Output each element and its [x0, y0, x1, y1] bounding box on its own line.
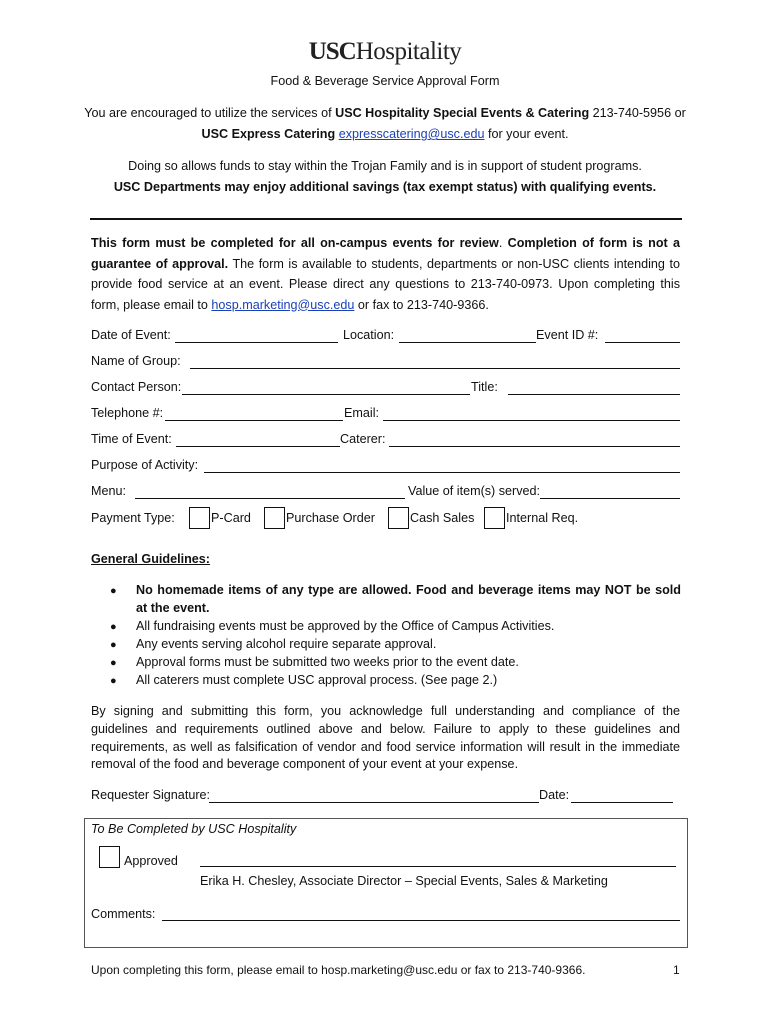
- guidelines-heading: General Guidelines:: [91, 552, 210, 566]
- title-label: Title:: [471, 380, 498, 394]
- payment-type-label: Payment Type:: [91, 511, 175, 525]
- cash-sales-label: Cash Sales: [410, 511, 475, 525]
- menu-label: Menu:: [91, 484, 127, 498]
- value-label: Value of item(s) served:: [408, 484, 541, 498]
- express-catering-email-link[interactable]: expresscatering@usc.edu: [338, 127, 485, 141]
- title-field[interactable]: [508, 394, 680, 395]
- time-field[interactable]: [176, 446, 340, 447]
- logo-hospitality: Hospitality: [355, 38, 462, 65]
- notice-text: The form is available to students, departments or non-USC clients intending to provide food service at an event. Please direct any questions to 213-740-0973. Upon completing this form, please email to: [91, 256, 680, 312]
- guideline-item: No homemade items of any type are allowed. Food and beverage items may NOT be sold at the event.: [136, 583, 681, 615]
- location-field[interactable]: [399, 342, 536, 343]
- purchase-order-checkbox[interactable]: [264, 507, 285, 529]
- bullet-icon: ●: [110, 657, 117, 669]
- purpose-label: Purpose of Activity:: [91, 458, 199, 472]
- location-label: Location:: [343, 328, 395, 342]
- comments-field[interactable]: [162, 920, 680, 921]
- intro-line-1: [0, 106, 770, 120]
- intro-phone: 213-740-5956 or: [589, 106, 686, 120]
- intro-line-2: [0, 127, 770, 141]
- telephone-field[interactable]: [165, 420, 343, 421]
- cash-sales-checkbox[interactable]: [388, 507, 409, 529]
- guideline-item: All caterers must complete USC approval process. (See page 2.): [136, 673, 498, 687]
- approval-signature-field[interactable]: [200, 866, 676, 867]
- internal-req-label: Internal Req.: [506, 511, 579, 525]
- contact-label: Contact Person:: [91, 380, 182, 394]
- notice-bold-b: Completion of form is not a guarantee of approval.: [91, 236, 680, 271]
- menu-field[interactable]: [135, 498, 405, 499]
- hosp-marketing-email-link[interactable]: hosp.marketing@usc.edu: [211, 297, 355, 312]
- logo-usc: USC: [308, 38, 356, 65]
- footer-text: Upon completing this form, please email to hosp.marketing@usc.edu or fax to 213-740-9366.: [91, 963, 586, 977]
- form-title: Food & Beverage Service Approval Form: [270, 74, 500, 88]
- email-label: Email:: [344, 406, 379, 420]
- event-id-field[interactable]: [605, 342, 680, 343]
- bullet-icon: ●: [110, 675, 117, 687]
- email-field[interactable]: [383, 420, 680, 421]
- time-label: Time of Event:: [91, 432, 172, 446]
- guideline-item: All fundraising events must be approved by the Office of Campus Activities.: [136, 619, 555, 633]
- guideline-item: Any events serving alcohol require separate approval.: [136, 637, 437, 651]
- caterer-field[interactable]: [389, 446, 680, 447]
- approver-name: Erika H. Chesley, Associate Director – Special Events, Sales & Marketing: [200, 874, 608, 888]
- divider: [90, 218, 682, 220]
- intro-express-catering: USC Express Catering: [201, 127, 336, 141]
- hospitality-box-heading: To Be Completed by USC Hospitality: [91, 822, 297, 836]
- intro-line-2-tail: for your event.: [484, 127, 569, 141]
- signature-date-label: Date:: [539, 788, 570, 802]
- purpose-field[interactable]: [204, 472, 680, 473]
- group-field[interactable]: [190, 368, 680, 369]
- value-field[interactable]: [540, 498, 680, 499]
- purchase-order-label: Purchase Order: [286, 511, 375, 525]
- comments-label: Comments:: [91, 907, 156, 921]
- p-card-label: P-Card: [211, 511, 251, 525]
- notice-tail: or fax to 213-740-9366.: [354, 297, 489, 312]
- contact-field[interactable]: [182, 394, 470, 395]
- date-field[interactable]: [175, 342, 338, 343]
- intro-line-4: [0, 180, 770, 194]
- acknowledgement-paragraph: By signing and submitting this form, you acknowledge full understanding and compliance of the guidelines and requirements outlined above and below. Failure to apply to these guidelines and requirements, as well as falsification of vendor and food service information will result in the immediate removal of the food and beverage component of your event at your expense.: [91, 704, 680, 772]
- internal-req-checkbox[interactable]: [484, 507, 505, 529]
- intro-line-3: Doing so allows funds to stay within the Trojan Family and is in support of student programs.: [128, 159, 642, 173]
- notice-paragraph: [91, 233, 680, 315]
- group-label: Name of Group:: [91, 354, 181, 368]
- approved-label: Approved: [124, 854, 178, 868]
- requester-signature-field[interactable]: [209, 802, 539, 803]
- page-number: 1: [673, 963, 680, 977]
- usc-hospitality-logo: [0, 38, 770, 66]
- bullet-icon: ●: [110, 585, 117, 597]
- signature-date-field[interactable]: [571, 802, 673, 803]
- bullet-icon: ●: [110, 621, 117, 633]
- approved-checkbox[interactable]: [99, 846, 120, 868]
- date-label: Date of Event:: [91, 328, 171, 342]
- bullet-icon: ●: [110, 639, 117, 651]
- intro-savings: USC Departments may enjoy additional savings (tax exempt status) with qualifying events.: [113, 180, 657, 194]
- notice-bold-a: This form must be completed for all on-campus events for review: [91, 236, 499, 250]
- intro-text: You are encouraged to utilize the services of: [84, 106, 336, 120]
- p-card-checkbox[interactable]: [189, 507, 210, 529]
- caterer-label: Caterer:: [340, 432, 386, 446]
- notice-dot: .: [498, 236, 508, 250]
- event-id-label: Event ID #:: [536, 328, 599, 342]
- intro-special-events: USC Hospitality Special Events & Catering: [335, 106, 590, 120]
- telephone-label: Telephone #:: [91, 406, 164, 420]
- guideline-item: Approval forms must be submitted two weeks prior to the event date.: [136, 655, 519, 669]
- requester-signature-label: Requester Signature:: [91, 788, 211, 802]
